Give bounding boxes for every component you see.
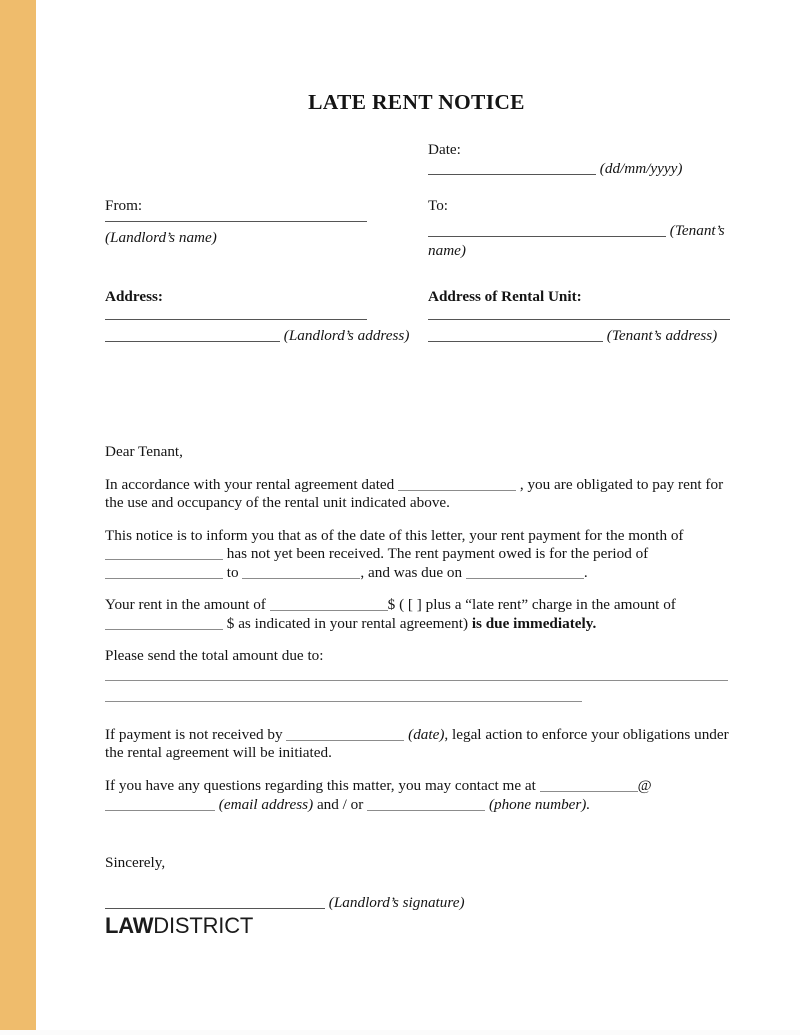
phone-hint: (phone number). <box>488 795 591 813</box>
amount-text-1: Your rent in the amount of <box>105 596 266 614</box>
paragraph-agreement <box>105 476 730 513</box>
email-local-input[interactable] <box>540 778 638 792</box>
closing-salutation: Sincerely, <box>105 854 166 872</box>
paragraph-deadline <box>105 726 730 763</box>
notice-text-1: This notice is to inform you that as of the date of this letter, your rent payment for the month of <box>105 526 684 544</box>
amount-due-immediately: is due immediately. <box>471 614 597 632</box>
signature-row <box>105 894 730 912</box>
paragraph-contact <box>105 777 730 814</box>
tenant-name-row <box>428 221 728 241</box>
landlord-address-input-line1[interactable] <box>105 319 367 320</box>
agreement-date-input[interactable] <box>398 476 516 490</box>
notice-period-end-input[interactable] <box>242 565 360 579</box>
rent-amount-input[interactable] <box>270 597 388 611</box>
date-input[interactable] <box>428 161 596 175</box>
amount-text-2: $ ( [ <box>387 596 413 614</box>
notice-period-start-input[interactable] <box>105 565 223 579</box>
amount-text-4: $ as indicated in your rental agreement) <box>226 614 469 632</box>
tenant-address-hint: (Tenant’s address) <box>606 326 718 344</box>
landlord-address-hint: (Landlord’s address) <box>283 326 410 344</box>
rental-unit-address-group <box>428 287 728 346</box>
document-content <box>105 0 728 1035</box>
landlord-address-row2 <box>105 326 425 346</box>
phone-input[interactable] <box>367 797 485 811</box>
left-accent-bar <box>0 0 36 1030</box>
landlord-address-group <box>105 287 425 346</box>
bottom-edge-strip <box>0 1030 800 1035</box>
notice-due-date-input[interactable] <box>466 565 584 579</box>
logo-law-text: LAW <box>105 913 154 938</box>
agreement-text-1: In accordance with your rental agreement dated <box>105 475 395 493</box>
page-title: LATE RENT NOTICE <box>308 90 525 114</box>
notice-text-3: to <box>226 563 239 581</box>
from-field-group <box>105 196 425 248</box>
deadline-date-hint: (date) <box>408 725 445 743</box>
paragraph-notice <box>105 527 730 583</box>
signature-hint: (Landlord’s signature) <box>328 893 465 911</box>
paragraph-send-to <box>105 647 730 702</box>
deadline-date-input[interactable] <box>286 727 404 741</box>
lawdistrict-logo <box>105 915 253 937</box>
send-to-label: Please send the total amount due to: <box>105 647 324 665</box>
amount-text-3: ] plus a “late rent” charge in the amount of <box>416 596 676 614</box>
email-hint: (email address) <box>218 795 314 813</box>
letter-body <box>105 443 730 912</box>
logo-district-text: DISTRICT <box>153 913 254 938</box>
salutation: Dear Tenant, <box>105 443 183 460</box>
paragraph-amount <box>105 596 730 633</box>
date-format-hint: (dd/mm/yyyy) <box>599 160 683 177</box>
notice-month-input[interactable] <box>105 546 223 560</box>
notice-text-5: . <box>583 563 588 581</box>
payment-address-input-line2[interactable] <box>105 701 582 702</box>
landlord-name-hint: (Landlord’s name) <box>105 228 217 246</box>
date-field-group <box>428 140 728 178</box>
from-label: From: <box>105 197 143 214</box>
to-label: To: <box>428 197 449 214</box>
landlord-address-input-line2[interactable] <box>105 328 280 342</box>
tenant-address-input-line2[interactable] <box>428 328 603 342</box>
tenant-address-row2 <box>428 326 728 346</box>
tenant-name-hint-line2: name) <box>428 241 466 259</box>
email-domain-input[interactable] <box>105 797 215 811</box>
deadline-text-1: If payment is not received by <box>105 725 283 743</box>
landlord-signature-input[interactable] <box>105 895 325 909</box>
notice-text-4: , and was due on <box>360 563 463 581</box>
late-fee-amount-input[interactable] <box>105 616 223 630</box>
contact-text-1: If you have any questions regarding this matter, you may contact me at <box>105 777 536 795</box>
tenant-address-input-line1[interactable] <box>428 319 730 320</box>
landlord-address-label: Address: <box>105 288 163 305</box>
deadline-text-2: , legal action to enforce your obligations under the rental agreement will be initiated. <box>105 725 729 762</box>
payment-address-input-line1[interactable] <box>105 680 728 681</box>
contact-text-2: and / or <box>316 795 364 813</box>
date-label: Date: <box>428 141 461 158</box>
notice-text-2: has not yet been received. The rent payment owed is for the period of <box>226 545 649 563</box>
tenant-name-input[interactable] <box>428 223 666 237</box>
rental-unit-address-label: Address of Rental Unit: <box>428 288 582 305</box>
to-field-group <box>428 196 728 260</box>
date-value-row <box>428 159 728 178</box>
at-symbol: @ <box>637 777 652 795</box>
landlord-name-input[interactable] <box>105 221 367 222</box>
tenant-name-hint-line1: (Tenant’s <box>669 221 725 239</box>
agreement-text-2: , you are obligated to pay rent for the use and occupancy of the rental unit indicated above. <box>105 475 724 512</box>
